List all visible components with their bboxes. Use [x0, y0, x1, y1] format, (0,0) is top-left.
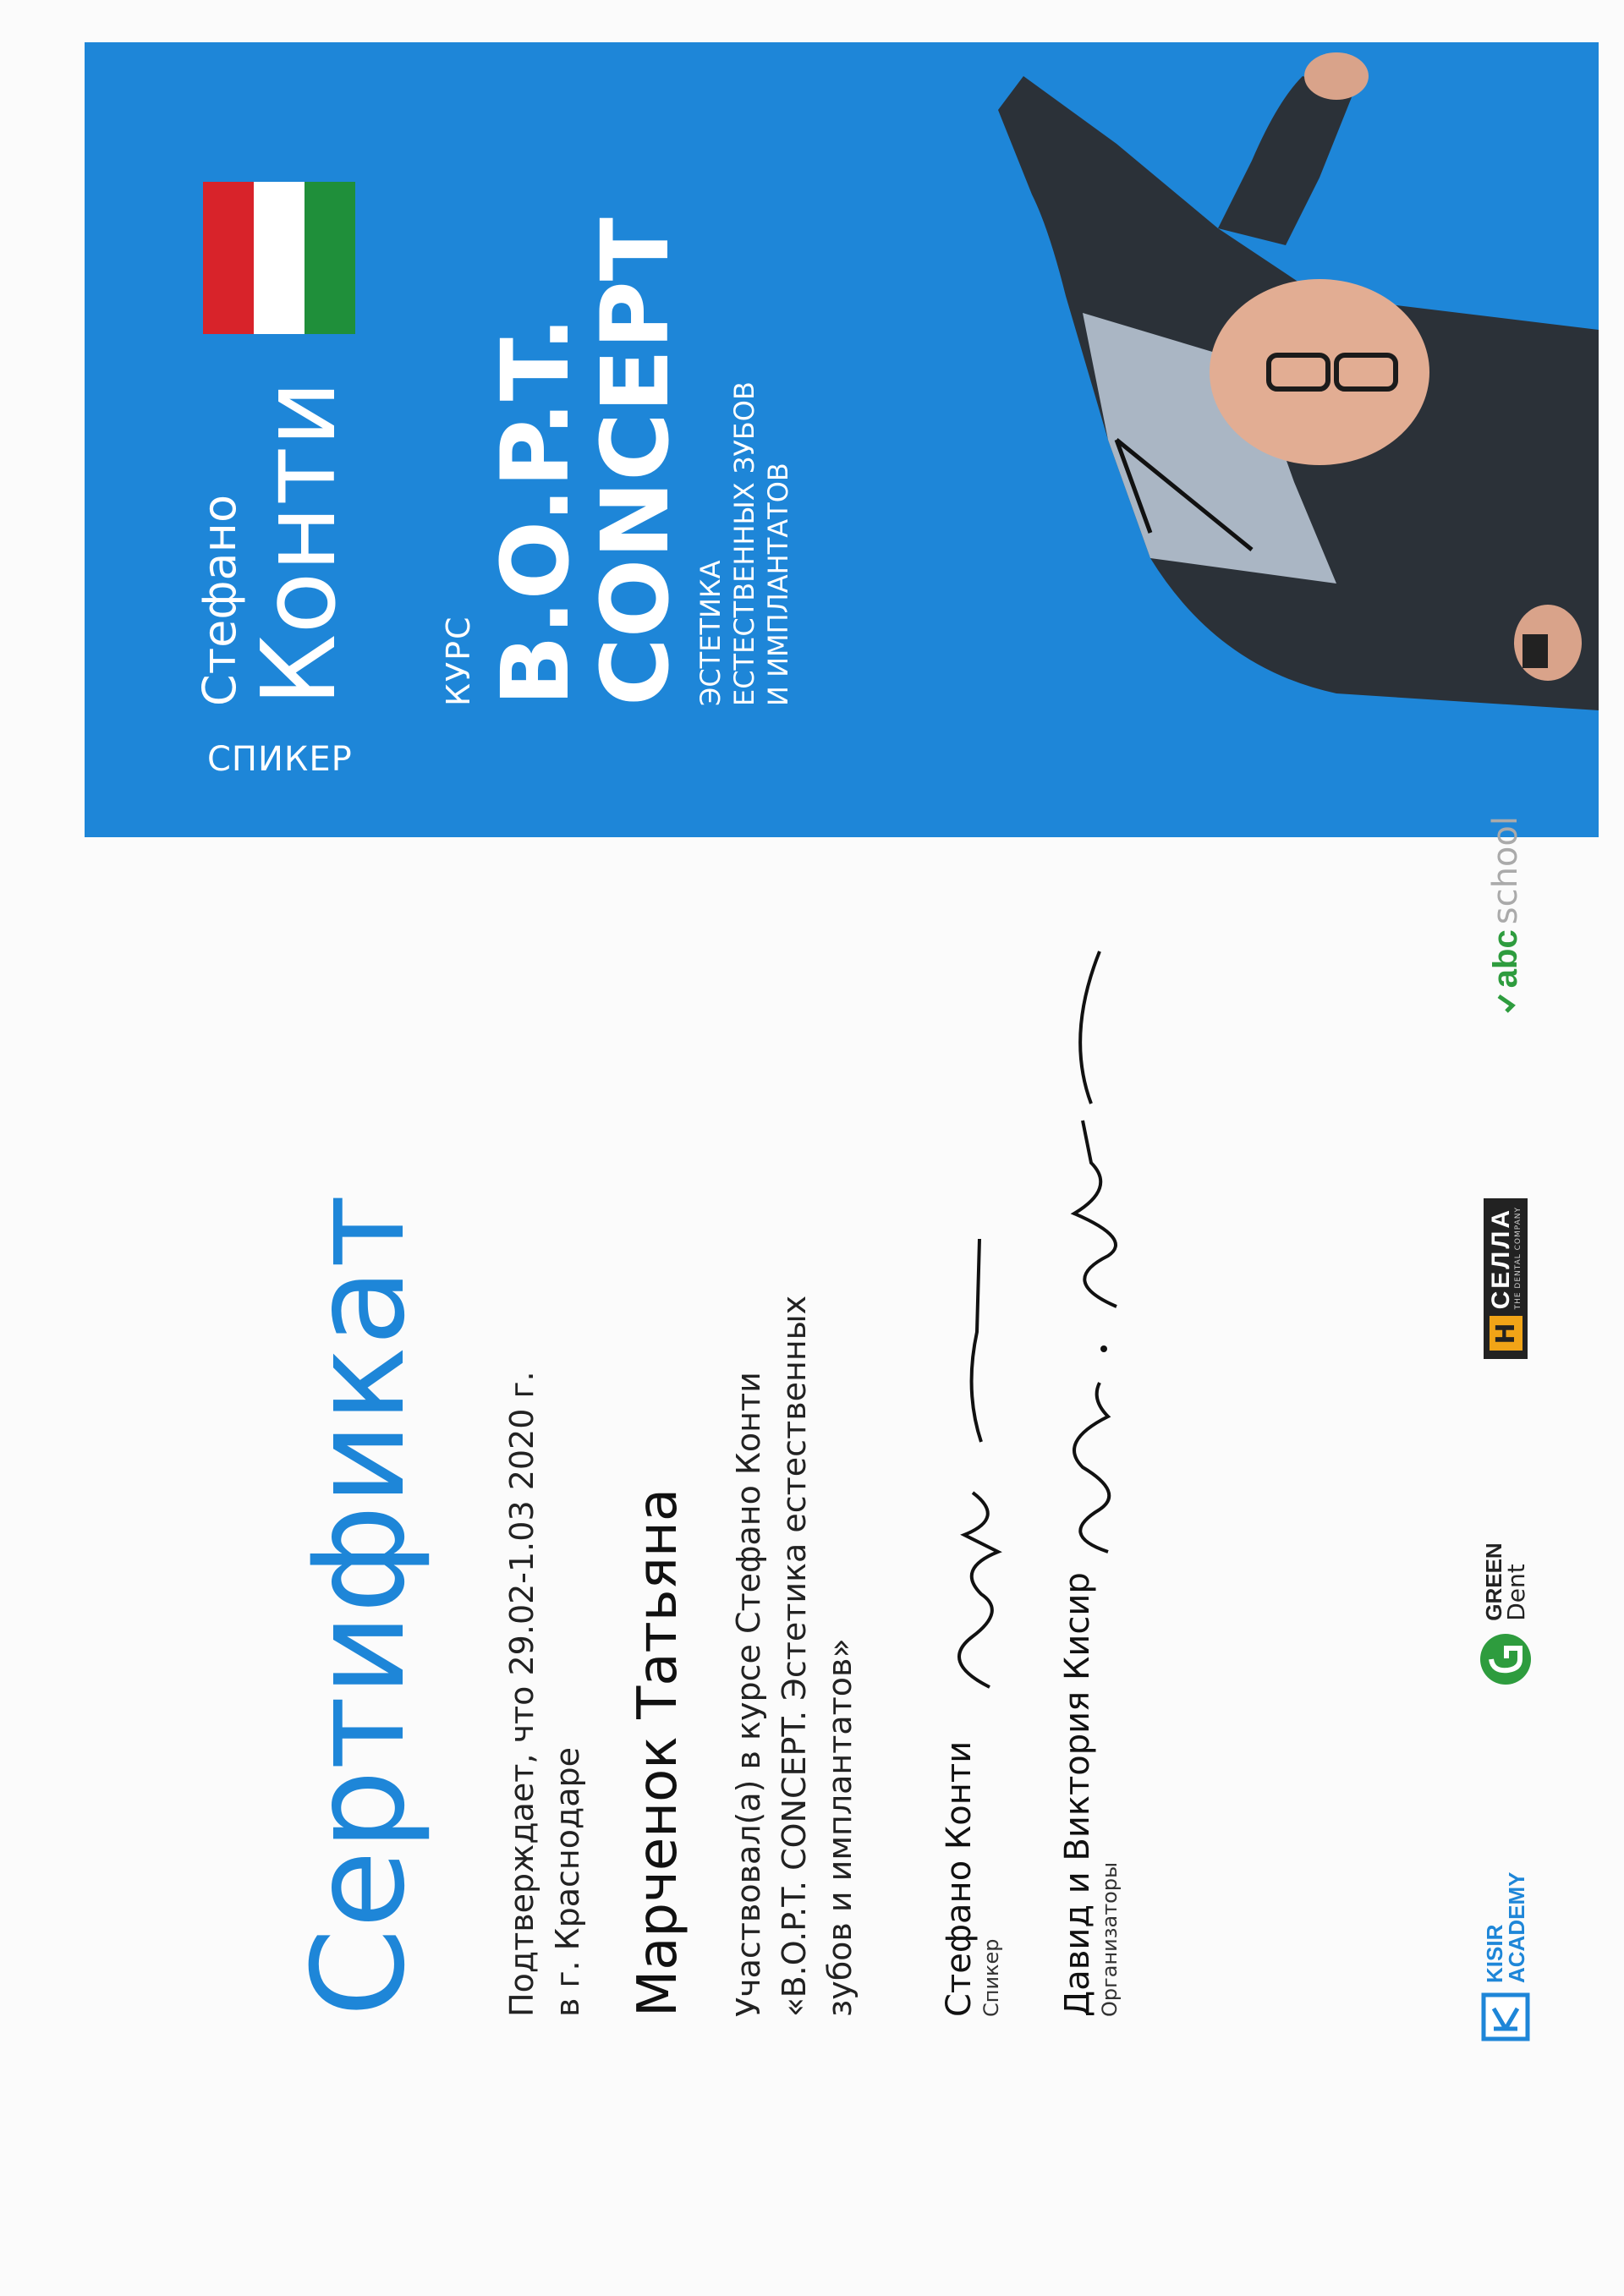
participation-line-2: «B.O.P.T. CONCEPT. Эстетика естественных [776, 1295, 813, 2017]
speaker-signature-name: Стефано Конти [940, 1740, 979, 2017]
academy-text: ACADEMY [1504, 1871, 1529, 1983]
green-text: GREEN [1481, 1543, 1506, 1621]
course-block [440, 114, 880, 706]
sella-logo [1484, 1198, 1528, 1359]
course-title-line1: B.O.P.T. [481, 316, 590, 706]
organizers-signature-role: Организаторы [1098, 1861, 1122, 2017]
speaker-label: СПИКЕР [207, 740, 353, 779]
dent-text: Dent [1502, 1564, 1530, 1621]
speaker-signature [930, 1222, 1032, 1696]
speaker-first-name: Стефано [193, 495, 246, 706]
speaker-signature-row [939, 918, 1040, 2017]
sella-text: СЕЛЛА [1487, 1207, 1515, 1310]
abc-leaf-icon [1495, 993, 1517, 1015]
speaker-last-name: Конти [241, 381, 359, 706]
green-dent-logo [1476, 1543, 1535, 1688]
course-label: КУРС [440, 615, 477, 706]
course-title-line2: CONCEPT [581, 217, 689, 706]
confirm-line-1: Подтверждает, что 29.02-1.03 2020 г. [503, 1371, 540, 2017]
participant-name: Марченок Татьяна [627, 1488, 689, 2017]
course-subtitle-line2: ЕСТЕСТВЕННЫХ ЗУБОВ [728, 381, 760, 706]
speaker-name-block [195, 351, 414, 706]
participation-line-1: Участвовал(а) в курсе Стефано Конти [730, 1372, 767, 2017]
school-text: school [1486, 816, 1525, 925]
kisir-icon [1480, 1992, 1531, 2042]
abc-school-logo [1486, 816, 1525, 1015]
sella-h-box: H [1490, 1316, 1522, 1351]
kisir-text: KISIR [1482, 1924, 1507, 1983]
speaker-photo [897, 42, 1599, 837]
speaker-signature-role: Спикер [979, 1938, 1003, 2017]
sella-subtext: THE DENTAL COMPANY [1514, 1207, 1522, 1310]
confirm-line-2: в г. Краснодаре [549, 1746, 586, 2017]
certificate-heading: Сертификат [286, 1194, 433, 2017]
course-subtitle-line3: И ИМПЛАНТАТОВ [762, 463, 794, 706]
participation-line-3: зубов и имплантатов» [821, 1638, 859, 2017]
organizers-signature [1040, 934, 1159, 1560]
organizers-signature-name: Давид и Виктория Кисир [1058, 1572, 1097, 2017]
green-dent-icon [1476, 1630, 1535, 1689]
abc-text: abc [1486, 929, 1524, 989]
kisir-academy-logo [1480, 1872, 1531, 2042]
certificate-body [288, 918, 1556, 2017]
italy-flag [203, 182, 355, 334]
course-subtitle-line1: ЭСТЕТИКА [694, 560, 727, 706]
logos-row [1446, 816, 1565, 2042]
organizers-signature-row [1057, 918, 1159, 2017]
